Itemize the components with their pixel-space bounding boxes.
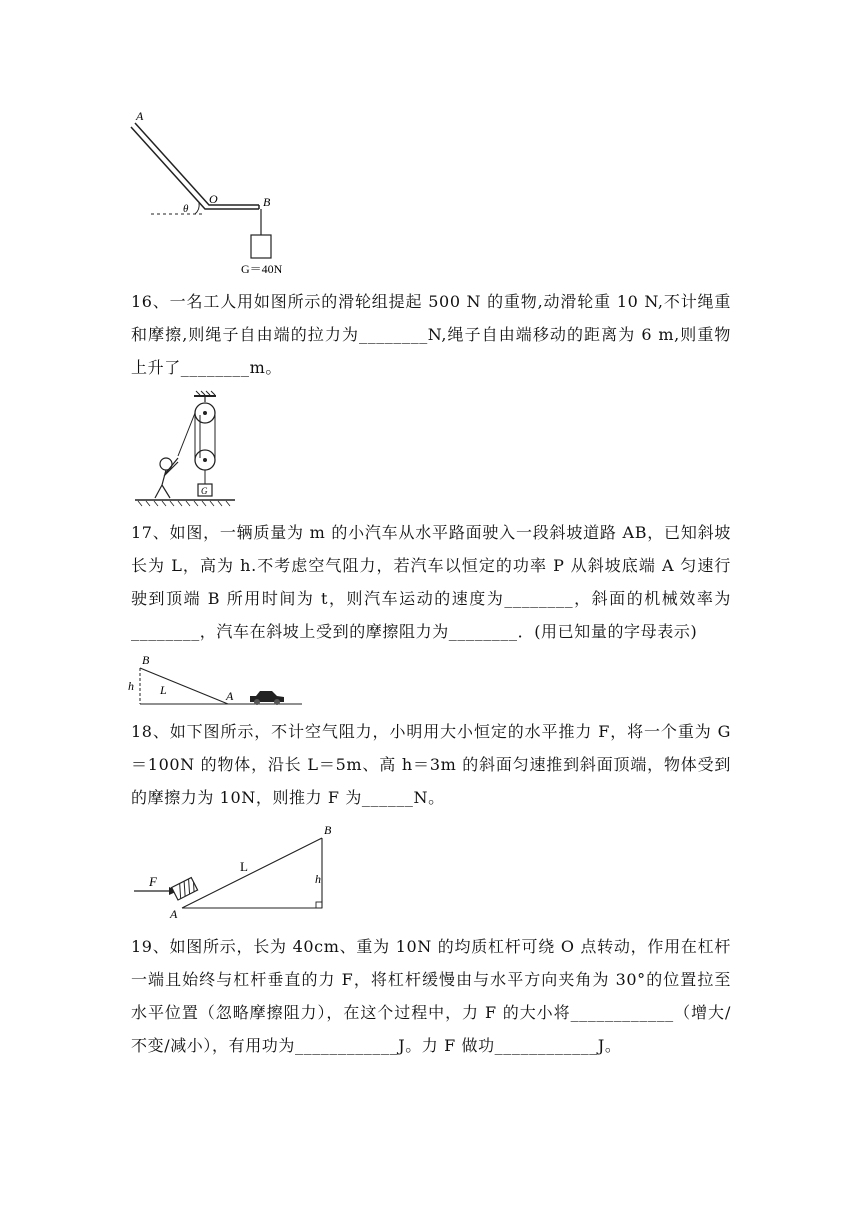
angle-arc	[195, 203, 199, 214]
movable-pulley-axle	[203, 458, 207, 462]
weight-label: G＝40N	[241, 262, 283, 276]
incline-figure	[130, 820, 345, 920]
lever-figure	[125, 105, 305, 280]
label-a: A	[170, 907, 178, 920]
right-angle-mark	[316, 902, 322, 908]
label-b: B	[142, 653, 150, 667]
label-l: L	[240, 859, 248, 874]
label-b: B	[263, 195, 271, 209]
car-wheel-front	[274, 699, 280, 705]
pushed-block	[172, 878, 198, 900]
lever-arm	[131, 123, 259, 209]
weight-block	[251, 235, 271, 258]
slope-line	[140, 668, 228, 704]
question-18: 18、如下图所示，不计空气阻力，小明用大小恒定的水平推力 F，将一个重为 G＝100N 的物体，沿长 L＝5m、高 h＝3m 的斜面匀速推到斜面顶端，物体受到的摩擦力为 10N，则推力 F 为______N。	[131, 722, 731, 807]
question-17: 17、如图，一辆质量为 m 的小汽车从水平路面驶入一段斜坡道路 AB，已知斜坡长为 L，高为 h.不考虑空气阻力，若汽车以恒定的功率 P 从斜坡底端 A 匀速行驶到顶端 B 所用时间为 t，则汽车运动的速度为________，斜面的机械效率为________，汽车在斜坡上受到的摩擦阻力为________．(用已知量的字母表示)	[131, 523, 731, 641]
label-f: F	[149, 874, 157, 889]
label-b: B	[324, 823, 332, 837]
load-label: G	[201, 486, 208, 496]
slope-figure	[126, 652, 306, 708]
label-o: O	[209, 192, 218, 206]
ceiling-hatch	[196, 391, 215, 395]
incline-surface	[182, 838, 322, 908]
label-h: h	[128, 679, 134, 693]
question-19: 19、如图所示，长为 40cm、重为 10N 的均质杠杆可绕 O 点转动，作用在杠杆一端且始终与杠杆垂直的力 F，将杠杆缓慢由与水平方向夹角为 30°的位置拉至水平位置（忽略摩擦阻力），在这个过程中，力 F 的大小将____________（增大/不变/减小），有用功为____________J。力 F 做功____________J。	[131, 937, 731, 1055]
pulley-figure	[130, 388, 240, 510]
ground-hatch	[138, 501, 230, 506]
label-theta: θ	[183, 203, 189, 215]
question-16: 16、一名工人用如图所示的滑轮组提起 500 N 的重物,动滑轮重 10 N,不计绳重和摩擦,则绳子自由端的拉力为________N,绳子自由端移动的距离为 6 m,则重物上升了________m。	[131, 292, 731, 377]
label-a: A	[136, 109, 144, 123]
car-wheel-rear	[254, 699, 260, 705]
label-l: L	[160, 683, 167, 697]
fixed-pulley-axle	[203, 411, 207, 415]
label-h: h	[315, 872, 321, 886]
label-a: A	[226, 689, 234, 703]
free-rope-end	[178, 413, 195, 456]
